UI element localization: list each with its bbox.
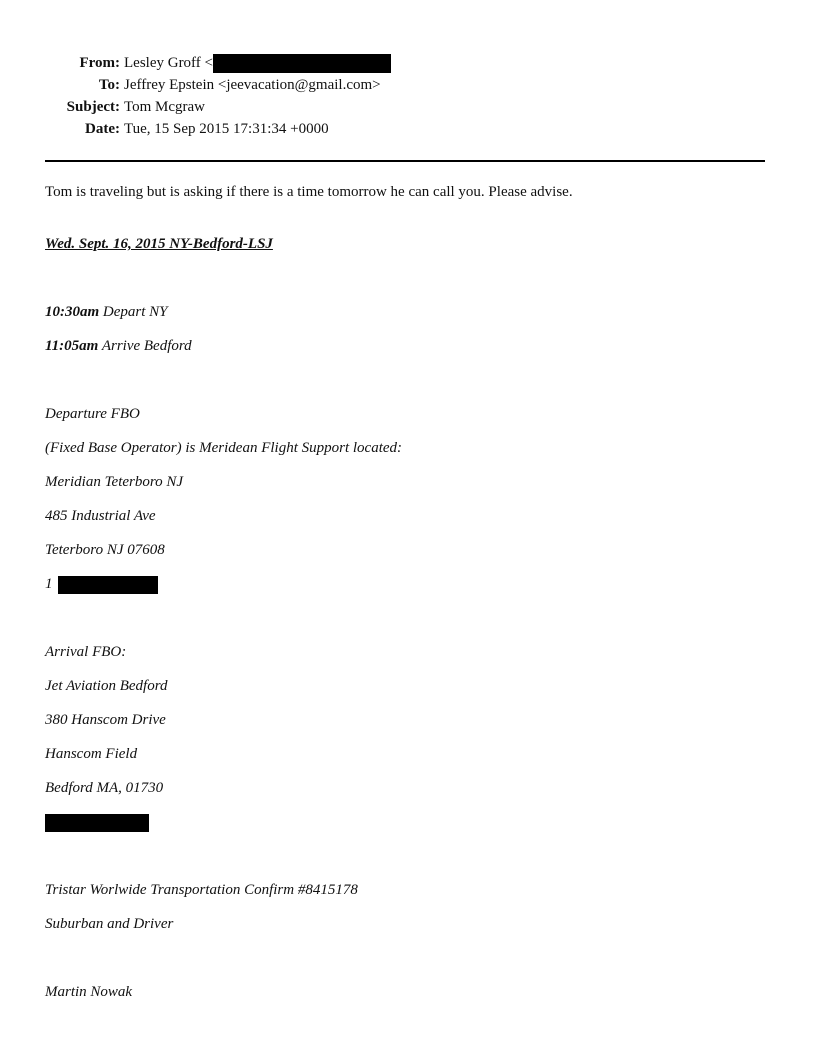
departure-fbo-street: 485 Industrial Ave: [45, 508, 156, 524]
arrive-text: Arrive Bedford: [101, 338, 192, 354]
driver-line: Martin Nowak: [45, 984, 133, 1000]
intro-text: Tom is traveling but is asking if there is a time tomorrow he can call you. Please advise.: [45, 184, 573, 200]
arrival-fbo-field: Hanscom Field: [45, 746, 138, 762]
transport-line: Tristar Worlwide Transportation Confirm #8415178: [45, 882, 358, 898]
date-value: Tue, 15 Sep 2015 17:31:34 +0000: [124, 121, 329, 137]
vehicle-line: Suburban and Driver: [45, 916, 174, 932]
departure-fbo-name: Meridian Teterboro NJ: [45, 474, 184, 490]
redacted-departure-phone: [58, 576, 158, 594]
departure-fbo-title: Departure FBO: [45, 406, 140, 422]
from-value: [124, 53, 391, 73]
depart-line: [45, 302, 168, 322]
phone-prefix: 1: [45, 576, 53, 592]
from-label: From:: [79, 55, 120, 71]
date-label: Date:: [85, 121, 120, 137]
arrive-time: 11:05am: [45, 338, 99, 354]
departure-fbo-desc: (Fixed Base Operator) is Meridean Flight Support located:: [45, 440, 403, 456]
to-value: Jeffrey Epstein <jeevacation@gmail.com>: [124, 77, 381, 93]
depart-text: Depart NY: [102, 304, 168, 320]
arrival-fbo-name: Jet Aviation Bedford: [45, 678, 168, 694]
depart-time: 10:30am: [45, 304, 100, 320]
redacted-from-email: [213, 54, 391, 73]
to-label: To:: [98, 77, 120, 93]
subject-value: Tom Mcgraw: [124, 99, 206, 115]
itinerary-heading: Wed. Sept. 16, 2015 NY-Bedford-LSJ: [45, 236, 273, 252]
departure-fbo-city: Teterboro NJ 07608: [45, 542, 165, 558]
header-divider: [45, 160, 765, 162]
arrive-line: [45, 336, 192, 356]
departure-fbo-phone: [45, 574, 158, 594]
arrival-fbo-street: 380 Hanscom Drive: [45, 712, 166, 728]
subject-label: Subject:: [66, 99, 120, 115]
arrival-fbo-title: Arrival FBO:: [45, 644, 127, 660]
arrival-fbo-city: Bedford MA, 01730: [45, 780, 164, 796]
redacted-arrival-phone: [45, 814, 149, 832]
from-name: Lesley Groff <: [124, 55, 213, 71]
arrival-fbo-phone: [45, 812, 149, 832]
